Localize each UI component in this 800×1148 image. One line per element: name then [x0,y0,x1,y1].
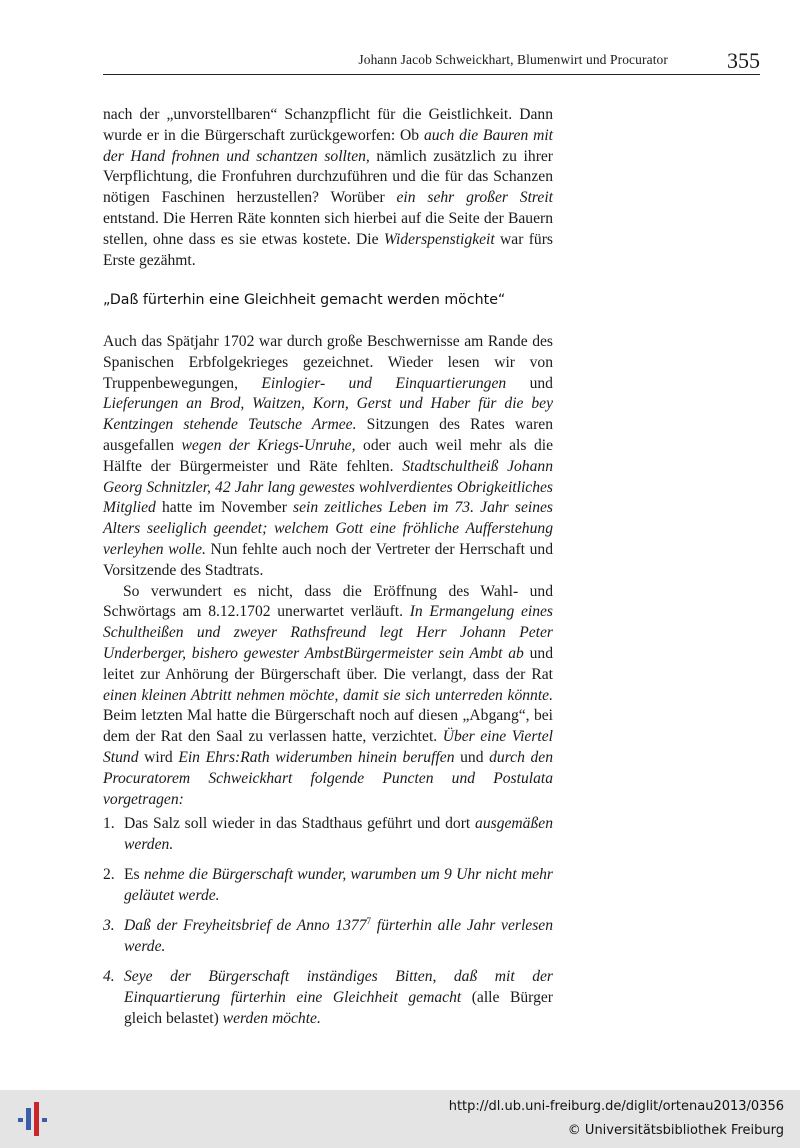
text-run: Sitzungen des Rates waren ausgefallen [103,416,553,454]
list-item-text [124,865,553,907]
text-run: Auch das Spätjahr 1702 war durch große Beschwernisse am Rande des Spanischen Erbfolgekrieges gezeichnet. Wieder lesen wir von Truppenbewegungen, [103,333,553,392]
list-item [103,967,553,1029]
copyright-notice: © Universitätsbibliothek Freiburg [567,1123,784,1138]
text-run: So verwundert es nicht, dass die Eröffnung des Wahl- und Schwörtags am 8.12.1702 unerwartet verläuft. [103,582,553,621]
quoted-text: Stadtschultheiß Johann Georg Schnitzler, 42 Jahr lang gewestes wohlverdientes Obrigkeitliches Mitglied [103,457,553,517]
text-run: und leitet zur Anhörung der Bürgerschaft über. Die verlangt, dass der Rat [103,644,553,683]
list-number: 1. [103,815,115,832]
text-run: nämlich zusätzlich zu ihrer Verpflichtung, die Fronfuhren durchzuführen und die für das Schanzen nötigen Faschinen herzustellen? Worüber [103,147,553,207]
list-item-text [124,967,553,1029]
quoted-text: Seye der Bürgerschaft inständiges Bitten, daß mit der Einquartierung fürterhin eine Gleichheit gemacht [124,968,553,1006]
quoted-text: durch den Procuratorem Schweickhart folgende Puncten und Postulata vorgetragen: [103,748,554,808]
running-title: Johann Jacob Schweickhart, Blumenwirt und Procurator [358,52,668,67]
quoted-text: In Ermangelung eines Schultheißen und zweyer Rathsfreund legt Herr Johann Peter Underberger, bishero gewester AmbstBürgermeister sein Ambt ab [103,603,554,662]
quoted-text: einen kleinen Abtritt nehmen möchte, damit sie sich unterreden könnte. [103,686,553,704]
text-run: nach der „unvorstellbaren“ Schanzpflicht für die Geistlichkeit. Dann wurde er in die Bürgerschaft zurückgeworfen: Ob [103,106,553,144]
quoted-text: fürterhin alle Jahr verlesen werde. [124,917,553,955]
section-heading: „Daß fürterhin eine Gleichheit gemacht werden möchte“ [103,292,506,308]
list-number: 3. [103,917,115,934]
quoted-text: Lieferungen an Brod, Waitzen, Korn, Gerst und Haber für die bey Kentzingen stehende Teutsche Armee. [103,395,553,434]
quoted-text: wegen der Kriegs-Unruhe, [181,436,356,454]
library-logo-icon [12,1096,50,1142]
quoted-text: ausgemäßen werden. [124,815,553,853]
list-number: 2. [103,866,115,883]
quoted-text: auch die Bauren mit der Hand frohnen und schantzen sollten, [103,126,553,165]
paragraph [103,332,553,582]
text-run: hatte im November [155,499,294,517]
list-item [103,916,553,958]
footer-bar [0,1090,800,1148]
text-run: entstand. Die Herren Räte konnten sich hierbei auf die Seite der Bauern stellen, ohne dass es sie etwas kostete. Die [103,209,553,248]
text-run: Beim letzten Mal hatte die Bürgerschaft noch auf diesen „Abgang“, bei dem der Rat den Saal zu verlassen hatte, verzichtet. [103,707,553,746]
text-run: oder auch weil mehr als die Hälfte der Bürgermeister und Räte fehlten. [103,436,554,475]
list-item-text [124,916,553,958]
text-run: Das Salz soll wieder in das Stadthaus geführt und dort [124,815,476,832]
quoted-text: ein sehr großer Streit [396,189,553,207]
source-url-link[interactable]: http://dl.ub.uni-freiburg.de/diglit/ortenau2013/0356 [448,1099,784,1114]
quoted-text: nehme die Bürgerschaft wunder, warumben um 9 Uhr nicht mehr geläutet werde. [124,866,553,904]
list-item [103,865,553,907]
quoted-text: Über eine Viertel Stund [103,728,554,766]
page-number: 355 [727,48,760,73]
section-body [103,332,553,810]
paragraph [103,582,553,811]
list-number: 4. [103,968,115,985]
quoted-text: Einlogier- und Einquartierungen [261,374,507,392]
opening-paragraph [103,105,553,271]
text-run: und [506,374,553,392]
quoted-text: sein zeitliches Leben im 73. Jahr seines Alters seeliglich geendet; welchem Gott eine fröhliche Aufferstehung verleyhen wolle. [103,499,553,558]
text-run: wird [138,748,179,766]
quoted-text: Ein Ehrs:Rath widerumben hinein beruffen [178,748,455,766]
text-run: Es [124,866,144,883]
running-header [103,46,760,75]
quoted-text: Widerspenstigkeit [383,230,495,248]
list-item-text [124,814,553,856]
text-run: Nun fehlte auch noch der Vertreter der Herrschaft und Vorsitzende des Stadtrats. [103,540,553,579]
quoted-text: Daß der Freyheitsbrief de Anno 1377 [124,917,367,934]
list-item [103,814,553,856]
footnote-ref: 7 [366,915,372,926]
quoted-text: werden möchte. [222,1009,321,1027]
paragraph [103,105,553,271]
text-run: war fürs Erste gezähmt. [103,230,553,269]
text-run: (alle Bürger gleich belastet) [124,988,553,1027]
text-run: und [454,748,490,766]
